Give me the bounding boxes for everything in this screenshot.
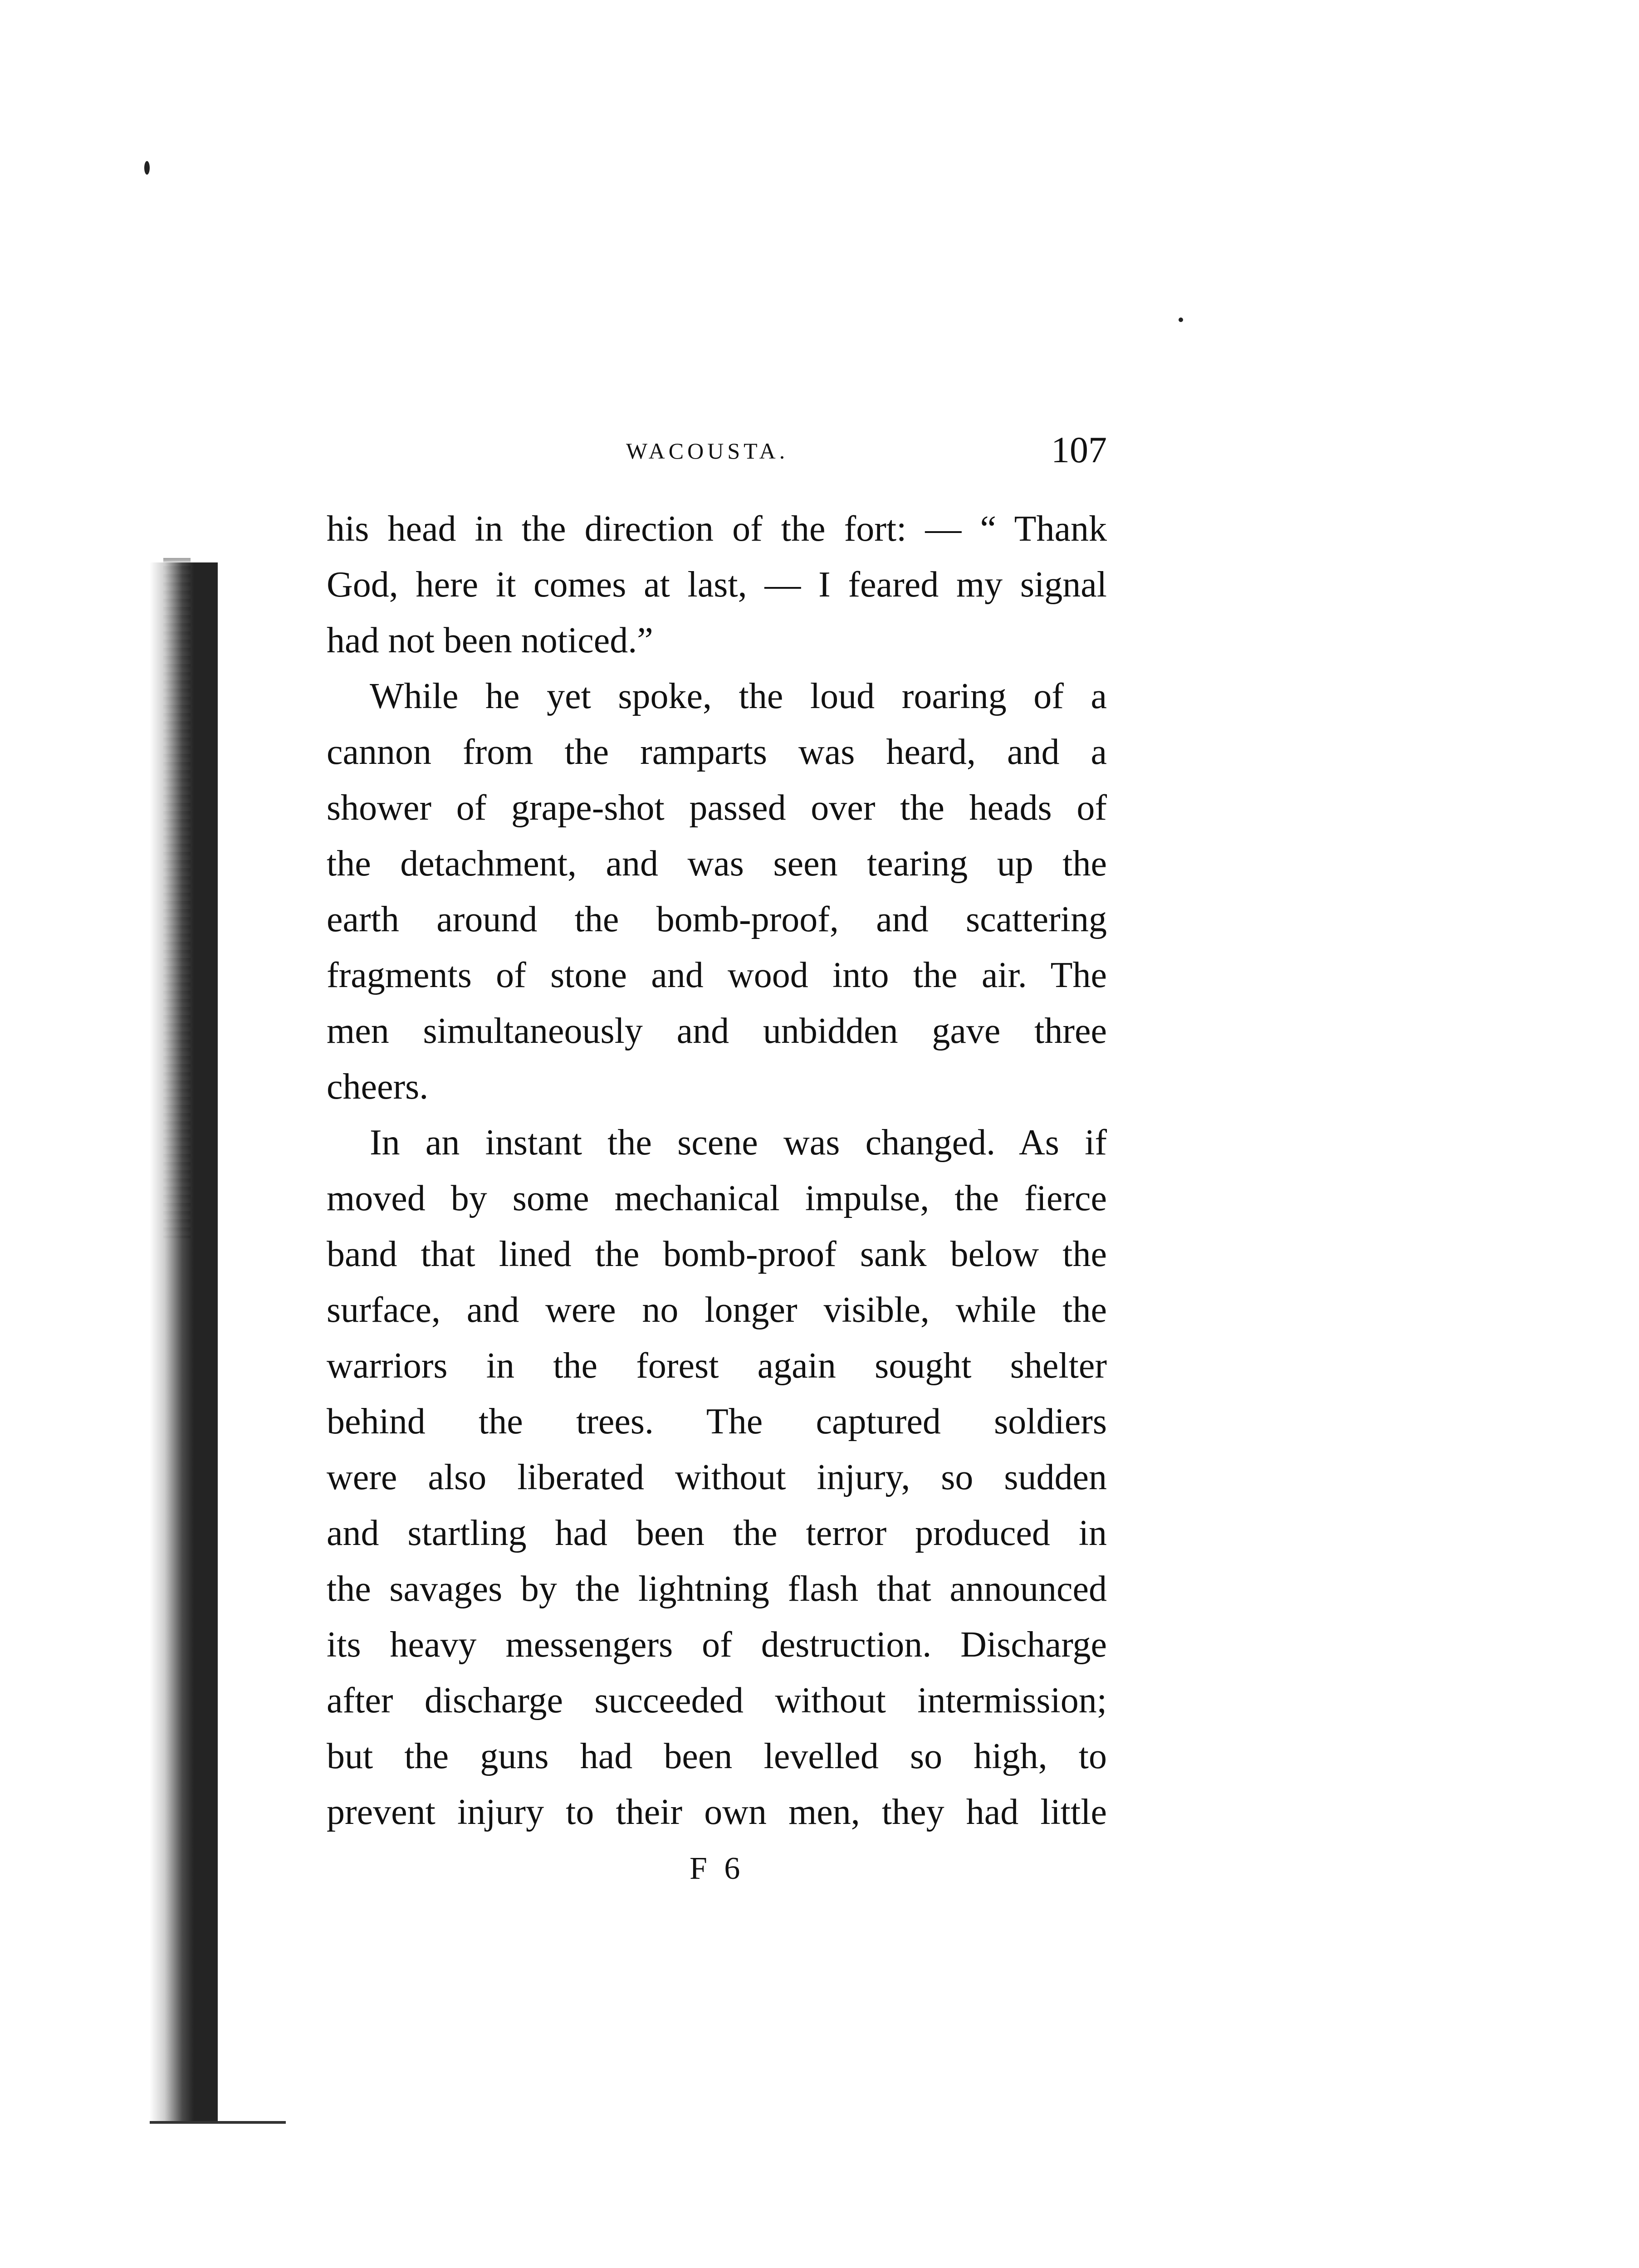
text-line: behind the trees. The captured soldiers: [327, 1402, 1107, 1442]
scan-speck: [144, 161, 150, 175]
page-number: 107: [1051, 429, 1107, 470]
text-line: band that lined the bomb-proof sank below the: [327, 1234, 1107, 1274]
text-line: fragments of stone and wood into the air. The: [327, 955, 1107, 995]
text-line: the detachment, and was seen tearing up the: [327, 844, 1107, 884]
text-line: cheers.: [327, 1067, 429, 1107]
text-line: its heavy messengers of destruction. Discharge: [327, 1625, 1107, 1665]
body-text: [327, 501, 1107, 1840]
text-line: surface, and were no longer visible, while the: [327, 1290, 1107, 1330]
text-line: and startling had been the terror produced in: [327, 1513, 1107, 1553]
text-line: warriors in the forest again sought shelter: [327, 1346, 1107, 1386]
text-line: God, here it comes at last, — I feared my signal: [327, 565, 1107, 605]
text-line: prevent injury to their own men, they had little: [327, 1792, 1107, 1832]
running-title: WACOUSTA.: [626, 438, 789, 464]
text-line: earth around the bomb-proof, and scattering: [327, 899, 1107, 939]
binding-shadow: [150, 562, 218, 2123]
text-line: shower of grape-shot passed over the heads of: [327, 788, 1107, 828]
text-line: had not been noticed.”: [327, 621, 653, 660]
text-line: men simultaneously and unbidden gave three: [327, 1011, 1107, 1051]
scan-edge-line: [150, 2121, 286, 2124]
text-line: but the guns had been levelled so high, to: [327, 1736, 1107, 1776]
scan-speck: [1179, 318, 1183, 322]
text-line: the savages by the lightning flash that announced: [327, 1569, 1107, 1609]
running-head: [327, 429, 1107, 469]
text-line: his head in the direction of the fort: — “ Thank: [327, 509, 1107, 549]
signature-mark: F 6: [690, 1851, 745, 1886]
text-line: In an instant the scene was changed. As if: [370, 1123, 1107, 1163]
text-line: moved by some mechanical impulse, the fierce: [327, 1178, 1107, 1218]
text-line: cannon from the ramparts was heard, and a: [327, 732, 1107, 772]
text-line: While he yet spoke, the loud roaring of a: [370, 676, 1107, 716]
text-line: after discharge succeeded without intermission;: [327, 1681, 1107, 1721]
text-line: were also liberated without injury, so sudden: [327, 1457, 1107, 1497]
